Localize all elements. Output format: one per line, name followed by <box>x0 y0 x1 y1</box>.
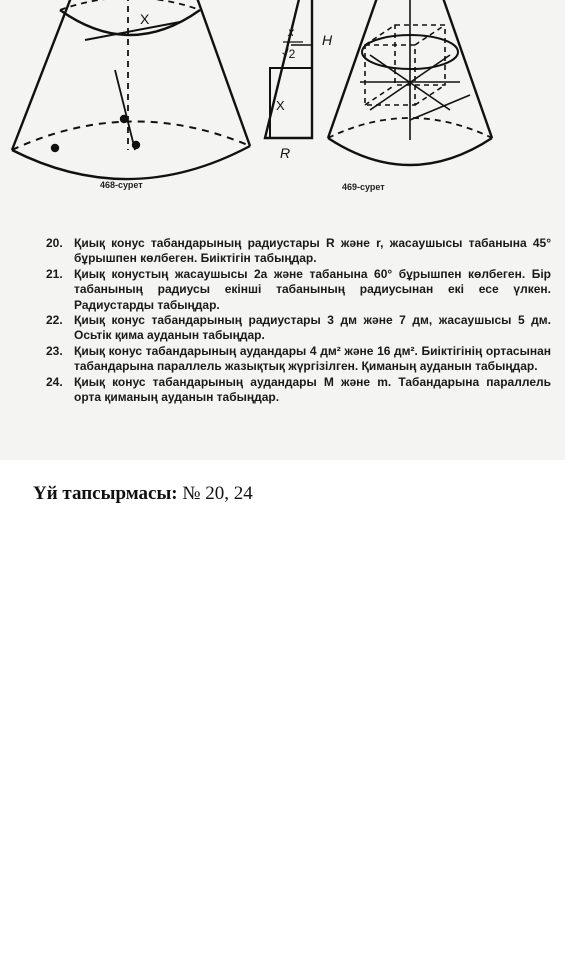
figure-468-cone <box>12 0 250 179</box>
fig469-x-top-label: x <box>288 25 294 39</box>
problem-number: 22. <box>46 313 63 328</box>
problem-item <box>46 375 551 406</box>
problem-number: 20. <box>46 236 63 250</box>
textbook-scan <box>0 0 565 460</box>
problem-text: Қиық конустың жасаушысы 2a және табанына 60° бұрышпен көлбеген. Бір табанының радиусы екінші табанының радиусынан екі есе үлкен. Радиустарды табыңдар. <box>74 266 551 312</box>
problem-item <box>46 313 551 344</box>
figures-area <box>0 0 565 200</box>
homework-label: Үй тапсырмасы: <box>33 483 178 504</box>
problem-item <box>46 236 551 267</box>
figure-469-section <box>265 0 312 138</box>
problem-item <box>46 267 551 313</box>
figure-469-cone-cube <box>328 0 492 165</box>
problem-text: Қиық конус табандарының аудандары 4 дм² және 16 дм². Биіктігінің ортасынан табандарына параллель жазықтық жүргізілген. Қиманың ауданын табыңдар. <box>74 343 551 374</box>
caption-468: 468-сурет <box>100 180 143 190</box>
fig469-x-label: X <box>276 98 285 113</box>
problem-item <box>46 344 551 375</box>
fig469-h-label: H <box>322 32 333 48</box>
fig469-sqrt-label: √2 <box>282 47 296 61</box>
fig469-r-label: R <box>280 145 291 161</box>
fig468-x-label: X <box>140 11 150 27</box>
problem-number: 23. <box>46 343 63 358</box>
problem-text: Қиық конус табандарының аудандары M және m. Табандарына параллель орта қиманың ауданын табыңдар. <box>74 374 551 405</box>
caption-469: 469-сурет <box>342 182 385 192</box>
problem-text: Қиық конус табандарының радиустары 3 дм және 7 дм, жасаушысы 5 дм. Осьтік қима ауданын табыңдар. <box>74 313 551 343</box>
problem-number: 24. <box>46 374 63 389</box>
homework-line <box>33 483 253 505</box>
problem-list <box>46 236 551 405</box>
homework-value: № 20, 24 <box>182 483 253 504</box>
problem-text: Қиық конус табандарының радиустары R және r, жасаушысы табанына 45° бұрышпен көлбеген. Биіктігін табыңдар. <box>74 236 551 266</box>
problem-number: 21. <box>46 266 63 281</box>
